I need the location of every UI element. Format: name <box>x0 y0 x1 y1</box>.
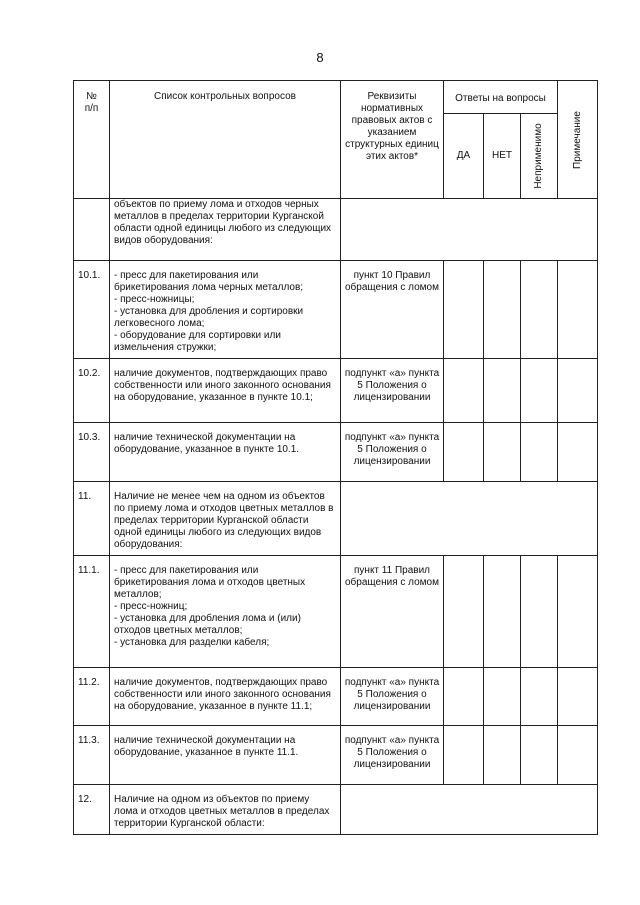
continuation-row <box>74 199 598 261</box>
table-row <box>74 556 598 668</box>
row-requisite: подпункт «а» пункта 5 Положения о лицензировании <box>341 726 444 785</box>
answer-yes-cell[interactable] <box>444 261 484 359</box>
answer-na-cell[interactable] <box>521 359 558 423</box>
answer-no-cell[interactable] <box>484 668 521 726</box>
row-merged-cell <box>341 785 598 835</box>
row-question: Наличие не менее чем на одном из объектов по приему лома и отходов цветных металлов в пределах территории Курганской области одной единицы любого из следующих видов оборудования: <box>110 482 341 556</box>
checklist-table <box>73 80 598 835</box>
table-row <box>74 668 598 726</box>
table-row <box>74 785 598 835</box>
row-requisite: подпункт «а» пункта 5 Положения о лицензировании <box>341 668 444 726</box>
header-note-label: Примечание <box>571 110 583 169</box>
row-number: 12. <box>74 785 110 835</box>
row-question: - пресс для пакетирования или брикетирования лома и отходов цветных металлов; - пресс-ножниц; - установка для дробления лома и (или) отходов цветных металлов; - установка для разделки кабеля; <box>110 556 341 668</box>
answer-yes-cell[interactable] <box>444 423 484 482</box>
header-na <box>521 114 558 199</box>
answer-na-cell[interactable] <box>521 726 558 785</box>
row-requisite: подпункт «а» пункта 5 Положения о лицензировании <box>341 423 444 482</box>
row-question: наличие документов, подтверждающих право собственности или иного законного основания на оборудование, указанное в пункте 10.1; <box>110 359 341 423</box>
answer-no-cell[interactable] <box>484 261 521 359</box>
row-requisite: пункт 10 Правил обращения с ломом <box>341 261 444 359</box>
row-number: 10.2. <box>74 359 110 423</box>
row-question: наличие технической документации на оборудование, указанное в пункте 11.1. <box>110 726 341 785</box>
table-row <box>74 261 598 359</box>
row-question: наличие технической документации на оборудование, указанное в пункте 10.1. <box>110 423 341 482</box>
row-question: наличие документов, подтверждающих право собственности или иного законного основания на оборудование, указанное в пункте 11.1; <box>110 668 341 726</box>
note-cell[interactable] <box>558 556 598 668</box>
table-row <box>74 423 598 482</box>
row-number: 10.1. <box>74 261 110 359</box>
row-question: - пресс для пакетирования или брикетирования лома черных металлов; - пресс-ножницы; - установка для дробления и сортировки легковесного лома; - оборудование для сортировки или измельчения стружки; <box>110 261 341 359</box>
answer-no-cell[interactable] <box>484 726 521 785</box>
answer-no-cell[interactable] <box>484 556 521 668</box>
answer-na-cell[interactable] <box>521 423 558 482</box>
note-cell[interactable] <box>558 423 598 482</box>
note-cell[interactable] <box>558 726 598 785</box>
header-yes: ДА <box>444 114 484 199</box>
row-requisite: подпункт «а» пункта 5 Положения о лицензировании <box>341 359 444 423</box>
table-row <box>74 482 598 556</box>
note-cell[interactable] <box>558 359 598 423</box>
answer-na-cell[interactable] <box>521 668 558 726</box>
answer-no-cell[interactable] <box>484 359 521 423</box>
note-cell[interactable] <box>558 668 598 726</box>
header-na-label: Неприменимо <box>533 123 544 189</box>
row-number: 11.2. <box>74 668 110 726</box>
header-questions: Список контрольных вопросов <box>110 81 341 199</box>
answer-yes-cell[interactable] <box>444 359 484 423</box>
continuation-question: объектов по приему лома и отходов черных металлов в пределах территории Курганской области одной единицы любого из следующих видов оборудования: <box>110 199 341 261</box>
header-number: № п/п <box>74 81 110 199</box>
header-requisites: Реквизиты нормативных правовых актов с указанием структурных единиц этих актов* <box>341 81 444 199</box>
header-note <box>558 81 598 199</box>
answer-yes-cell[interactable] <box>444 668 484 726</box>
answer-na-cell[interactable] <box>521 556 558 668</box>
row-number: 10.3. <box>74 423 110 482</box>
header-no: НЕТ <box>484 114 521 199</box>
row-number: 11.1. <box>74 556 110 668</box>
answer-na-cell[interactable] <box>521 261 558 359</box>
row-number: 11. <box>74 482 110 556</box>
row-number: 11.3. <box>74 726 110 785</box>
answer-no-cell[interactable] <box>484 423 521 482</box>
row-merged-cell <box>341 482 598 556</box>
continuation-merged-cell <box>341 199 598 261</box>
answer-yes-cell[interactable] <box>444 726 484 785</box>
page-number: 8 <box>316 50 324 65</box>
continuation-number-cell <box>74 199 110 261</box>
note-cell[interactable] <box>558 261 598 359</box>
answer-yes-cell[interactable] <box>444 556 484 668</box>
header-answers: Ответы на вопросы <box>444 81 558 114</box>
row-requisite: пункт 11 Правил обращения с ломом <box>341 556 444 668</box>
row-question: Наличие на одном из объектов по приему лома и отходов цветных металлов в пределах территории Курганской области: <box>110 785 341 835</box>
table-row <box>74 359 598 423</box>
table-row <box>74 726 598 785</box>
